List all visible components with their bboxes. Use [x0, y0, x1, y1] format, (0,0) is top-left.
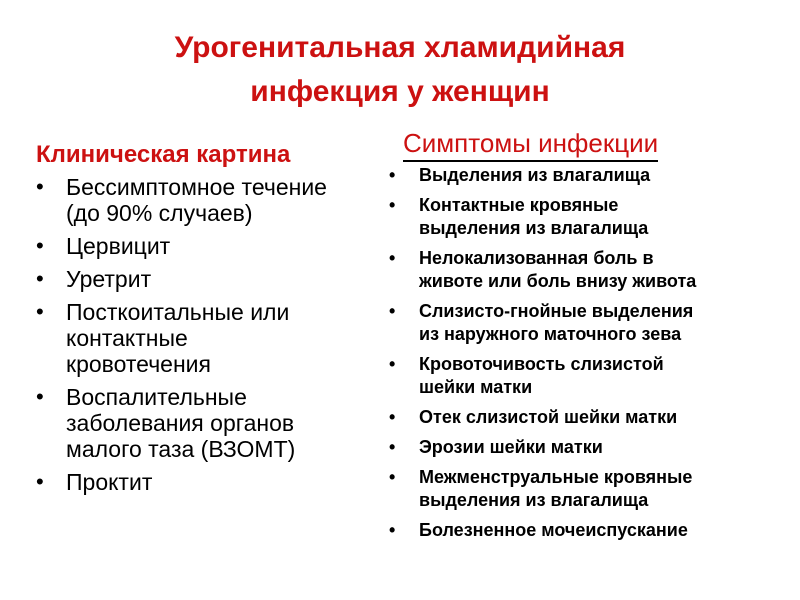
list-item-text: • Нелокализованная боль в: [419, 248, 654, 268]
list-item-text: • Выделения из влагалища: [419, 165, 651, 185]
symptoms-column: [385, 126, 785, 549]
list-item-text: • Отек слизистой шейки матки: [419, 407, 678, 427]
list-item-text: • Посткоитальные или: [66, 299, 290, 325]
list-item-text: из наружного маточного зева: [419, 324, 682, 344]
list-item-text: (до 90% случаев): [66, 200, 253, 226]
list-item: [385, 466, 785, 512]
list-item-text: заболевания органов: [66, 410, 295, 436]
list-item-text: • Межменструальные кровяные: [419, 467, 693, 487]
clinical-picture-column: [36, 140, 386, 502]
list-item: [36, 266, 386, 292]
list-item: [385, 247, 785, 293]
slide-title-line: инфекция у женщин: [250, 75, 550, 108]
list-item-text: • Кровоточивость слизистой: [419, 354, 664, 374]
list-item-text: • Болезненное мочеиспускание: [419, 520, 688, 540]
list-item-text: • Слизисто-гнойные выделения: [419, 301, 694, 321]
list-item-text: животе или боль внизу живота: [419, 271, 697, 291]
list-item: [36, 384, 386, 462]
symptoms-heading: Симптомы инфекции: [403, 126, 658, 162]
list-item: [385, 164, 785, 187]
list-item-text: малого таза (ВЗОМТ): [66, 436, 296, 462]
list-item: [385, 353, 785, 399]
list-item-text: контактные: [66, 325, 188, 351]
list-item: [36, 299, 386, 377]
list-item-text: выделения из влагалища: [419, 218, 649, 238]
slide-title: [0, 26, 800, 114]
list-item: [385, 519, 785, 542]
list-item-text: • Эрозии шейки матки: [419, 437, 603, 457]
list-item-text: кровотечения: [66, 351, 211, 377]
list-item: [36, 233, 386, 259]
list-item: [385, 406, 785, 429]
list-item-text: • Контактные кровяные: [419, 195, 619, 215]
list-item: [385, 300, 785, 346]
list-item: [36, 469, 386, 495]
list-item-text: • Уретрит: [66, 266, 152, 292]
slide-title-line: Урогенитальная хламидийная: [174, 31, 626, 64]
list-item: [385, 436, 785, 459]
symptoms-list: [385, 164, 785, 542]
list-item: [385, 194, 785, 240]
list-item-text: шейки матки: [419, 377, 533, 397]
clinical-picture-list: [36, 174, 386, 495]
list-item-text: • Проктит: [66, 469, 153, 495]
list-item-text: • Бессимптомное течение: [66, 174, 327, 200]
list-item: [36, 174, 386, 226]
list-item-text: • Цервицит: [66, 233, 171, 259]
list-item-text: • Воспалительные: [66, 384, 247, 410]
list-item-text: выделения из влагалища: [419, 490, 649, 510]
clinical-picture-heading: Клиническая картина: [36, 141, 291, 168]
